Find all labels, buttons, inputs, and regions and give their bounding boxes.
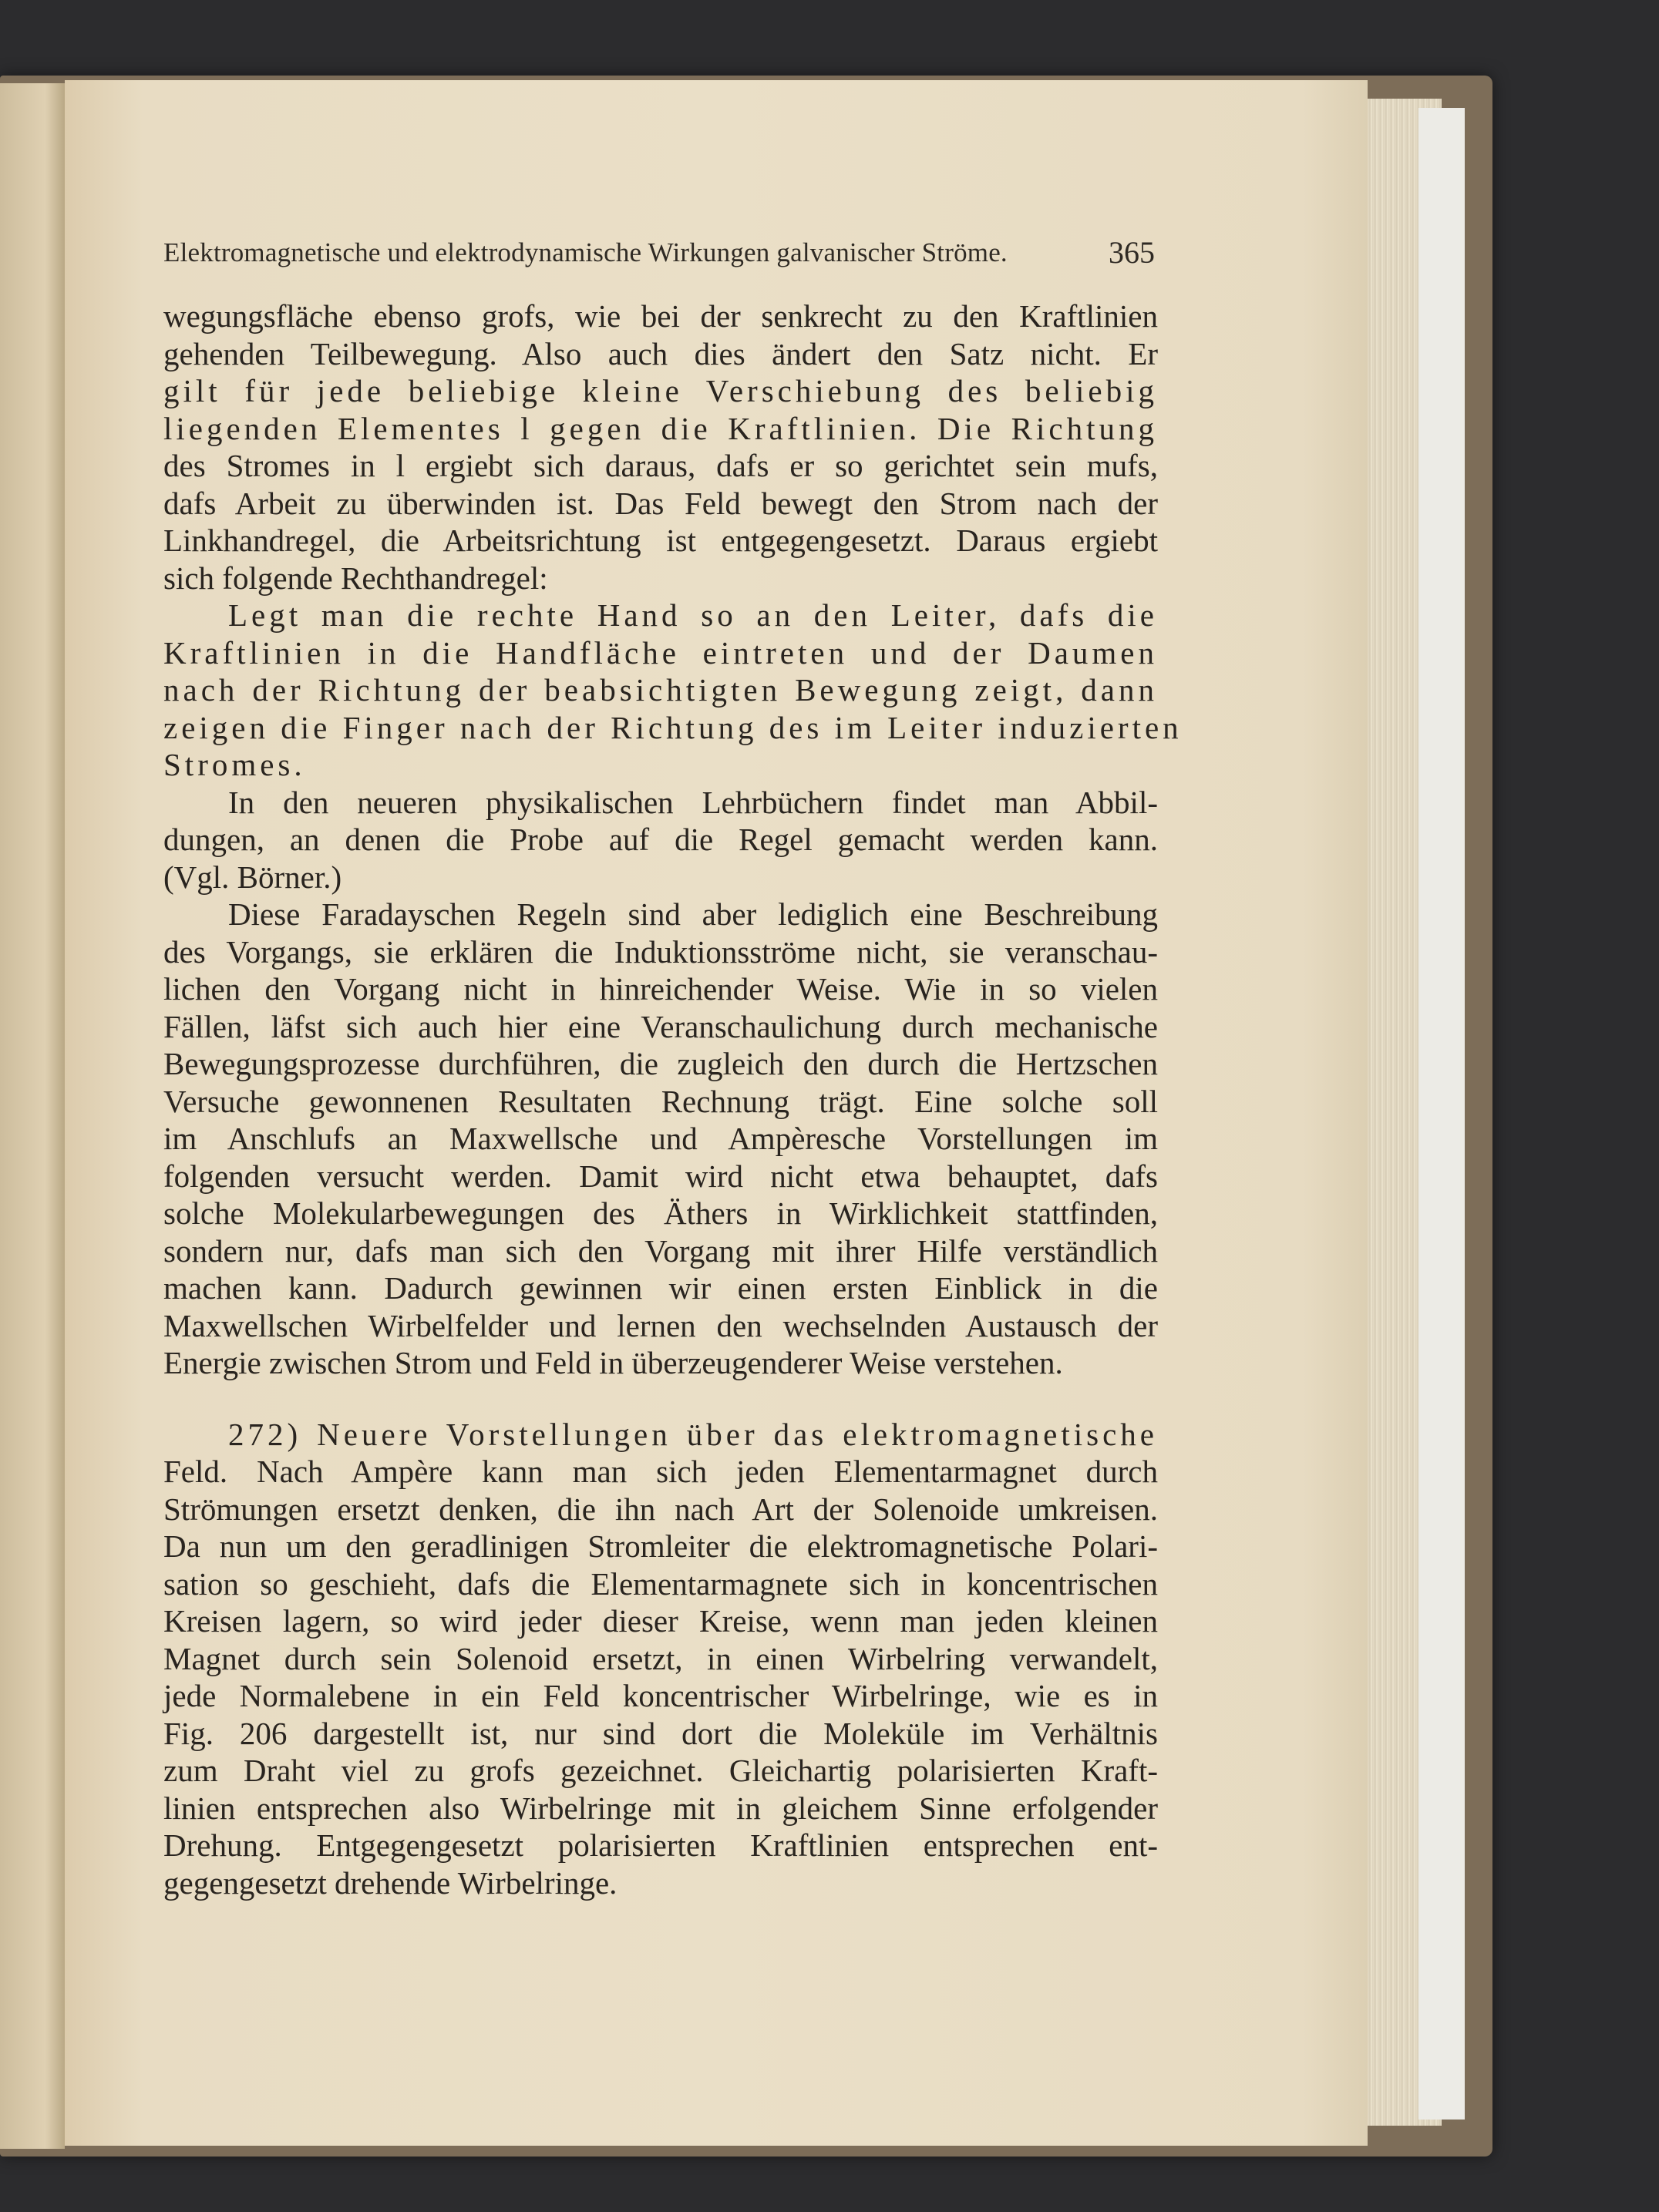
facing-page-edge (0, 83, 65, 2149)
text-line: gegengesetzt drehende Wirbelringe. (163, 1864, 617, 1901)
running-head (163, 237, 1155, 276)
text-line: liegenden Elementes l gegen die Kraftlinien. Die Richtung (163, 410, 1158, 446)
section-gap (163, 1382, 1158, 1416)
text-line: Linkhandregel, die Arbeitsrichtung ist entgegengesetzt. Daraus ergiebt (163, 523, 1158, 558)
text-line: solche Molekularbewegungen des Äthers in Wirklichkeit stattfinden, (163, 1195, 1158, 1231)
running-head-title: Elektromagnetische und elektrodynamische Wirkungen galvanischer Ströme. (163, 237, 1008, 267)
text-line: Versuche gewonnenen Resultaten Rechnung trägt. Eine solche soll (163, 1083, 1158, 1119)
text-line: Fällen, läfst sich auch hier eine Veranschaulichung durch mechanische (163, 1008, 1158, 1044)
text-line: jede Normalebene in ein Feld koncentrischer Wirbelringe, wie es in (163, 1678, 1158, 1713)
text-line: sich folgende Rechthandregel: (163, 560, 548, 596)
text-line: Fig. 206 dargestellt ist, nur sind dort die Moleküle im Verhältnis (163, 1715, 1158, 1751)
text-line: Feld. Nach Ampère kann man sich jeden Elementarmagnet durch (163, 1454, 1158, 1489)
text-line: Strömungen ersetzt denken, die ihn nach Art der Solenoide umkreisen. (163, 1491, 1158, 1527)
text-line: Maxwellschen Wirbelfelder und lernen den wechselnden Austausch der (163, 1307, 1158, 1343)
text-line: gilt für jede beliebige kleine Verschiebung des beliebig (163, 373, 1158, 408)
text-line: dungen, an denen die Probe auf die Regel gemacht werden kann. (163, 822, 1158, 857)
text-line: gehenden Teilbewegung. Also auch dies ändert den Satz nicht. Er (163, 335, 1158, 371)
text-line: wegungsfläche ebenso grofs, wie bei der senkrecht zu den Kraftlinien (163, 298, 1158, 334)
text-line: linien entsprechen also Wirbelringe mit in gleichem Sinne erfolgender (163, 1790, 1158, 1826)
text-line: machen kann. Dadurch gewinnen wir einen ersten Einblick in die (163, 1270, 1158, 1306)
text-line: des Vorgangs, sie erklären die Induktionsströme nicht, sie veranschau- (163, 933, 1158, 970)
rule-text-line: Legt man die rechte Hand so an den Leiter, dafs die (228, 597, 1158, 633)
text-line: Kreisen lagern, so wird jeder dieser Kreise, wenn man jeden kleinen (163, 1603, 1158, 1639)
text-line: Diese Faradayschen Regeln sind aber lediglich eine Beschreibung (228, 896, 1158, 932)
text-line: des Stromes in l ergiebt sich daraus, dafs er so gerichtet sein mufs, (163, 448, 1158, 483)
section-heading-line: 272) Neuere Vorstellungen über das elektromagnetische (228, 1416, 1158, 1452)
text-line: lichen den Vorgang nicht in hinreichender Weise. Wie in so vielen (163, 971, 1158, 1007)
page-number: 365 (1109, 235, 1155, 270)
text-line: (Vgl. Börner.) (163, 859, 342, 895)
endpaper (1418, 108, 1465, 2120)
text-line: im Anschlufs an Maxwellsche und Ampèresche Vorstellungen im (163, 1121, 1158, 1156)
text-line: Drehung. Entgegengesetzt polarisierten Kraftlinien entsprechen ent- (163, 1827, 1158, 1863)
text-line: Bewegungsprozesse durchführen, die zugleich den durch die Hertzschen (163, 1046, 1158, 1081)
text-line: In den neueren physikalischen Lehrbüchern findet man Abbil- (228, 784, 1158, 820)
body-text (163, 298, 1183, 1901)
text-line: sondern nur, dafs man sich den Vorgang mit ihrer Hilfe verständlich (163, 1232, 1158, 1269)
text-line: dafs Arbeit zu überwinden ist. Das Feld bewegt den Strom nach der (163, 485, 1158, 521)
rule-text-line: nach der Richtung der beabsichtigten Bewegung zeigt, dann (163, 672, 1158, 708)
text-line: folgenden versucht werden. Damit wird nicht etwa behauptet, dafs (163, 1158, 1158, 1194)
text-line: Energie zwischen Strom und Feld in überzeugenderer Weise verstehen. (163, 1345, 1063, 1380)
text-line: sation so geschieht, dafs die Elementarmagnete sich in koncentrischen (163, 1565, 1158, 1602)
text-line: Da nun um den geradlinigen Stromleiter die elektromagnetische Polari- (163, 1528, 1158, 1564)
rule-text-line: Kraftlinien in die Handfläche eintreten und der Daumen (163, 634, 1158, 671)
text-line: Magnet durch sein Solenoid ersetzt, in einen Wirbelring verwandelt, (163, 1640, 1158, 1676)
rule-text-line: Stromes. (163, 747, 306, 782)
rule-text-line: zeigen die Finger nach der Richtung des im Leiter induzierten (163, 709, 1183, 745)
text-line: zum Draht viel zu grofs gezeichnet. Gleichartig polarisierten Kraft- (163, 1753, 1158, 1788)
